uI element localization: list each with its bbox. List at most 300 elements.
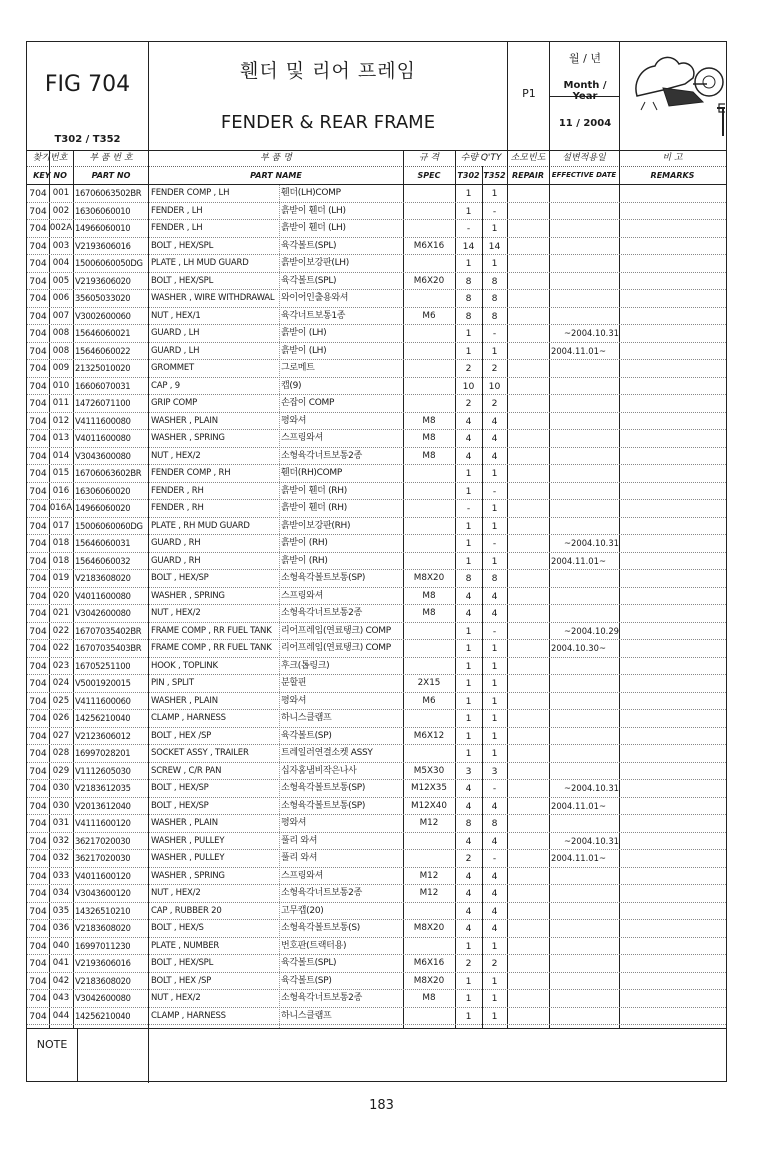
part-name-cell: FRAME COMP , RR FUEL TANK: [151, 625, 272, 636]
qty-t302-cell: 1: [465, 258, 472, 269]
effective-date-cell: [549, 308, 619, 325]
effective-date-cell: [549, 1008, 619, 1025]
spec-cell: [403, 395, 455, 412]
qty-t302-cell: 8: [465, 293, 472, 304]
spec-cell: [403, 360, 455, 377]
part-name-cell: BOLT , HEX/SPL: [151, 240, 214, 251]
spec-cell: M12: [419, 818, 439, 828]
table-row: [27, 763, 726, 781]
qty-t302-cell: 1: [465, 205, 472, 217]
part-name-korean-cell: 손잡이 COMP: [281, 398, 335, 408]
part-number-cell: V5001920015: [75, 678, 131, 688]
table-row: [27, 675, 726, 693]
key-fig-cell: 704: [29, 923, 47, 934]
qty-t302-cell: 8: [465, 573, 472, 584]
part-name-korean-cell: 풀리 와셔: [281, 853, 318, 863]
title-english: FENDER & REAR FRAME: [220, 112, 436, 133]
table-row: [27, 658, 726, 676]
key-fig-cell: 704: [29, 468, 47, 479]
colhead-name: PART NAME: [250, 171, 302, 180]
qty-t302-cell: 1: [465, 625, 472, 637]
table-row: [27, 308, 726, 326]
colhead-partno: PART NO: [91, 171, 131, 180]
qty-t302-cell: 1: [465, 555, 472, 567]
part-number-cell: 21325010020: [75, 363, 131, 373]
key-fig-cell: 704: [29, 835, 47, 847]
spec-cell: [403, 220, 455, 237]
key-no-cell: 010: [52, 380, 70, 391]
part-number-cell: 16707035402BR: [75, 625, 142, 636]
part-number-cell: 16997011230: [75, 940, 131, 951]
qty-t352-cell: -: [492, 625, 497, 637]
spec-cell: M8X20: [413, 975, 445, 986]
effective-date-cell: [549, 693, 619, 710]
part-name-korean-cell: 휀더(LH)COMP: [281, 188, 341, 198]
part-number-cell: V2193606016: [75, 240, 131, 251]
spec-cell: M6: [422, 695, 436, 706]
key-fig-cell: 704: [29, 940, 47, 952]
spec-cell: M12X35: [410, 783, 447, 793]
qty-t302-cell: 1: [465, 993, 472, 1004]
qty-t302-cell: 1: [465, 713, 472, 724]
spec-cell: [403, 378, 455, 395]
key-no-cell: 035: [52, 905, 70, 916]
part-name-korean-cell: 소형육각볼트보통(SP): [281, 783, 366, 793]
qty-t352-cell: 2: [491, 363, 498, 374]
part-name-cell: WASHER , PLAIN: [151, 818, 218, 828]
table-row: [27, 640, 726, 658]
qty-t302-cell: 2: [465, 958, 472, 969]
effective-date-cell: [549, 465, 619, 482]
qty-t352-cell: 4: [491, 590, 498, 602]
part-name-korean-cell: 흙받이 휀더 (LH): [281, 223, 346, 233]
key-no-cell: 022: [52, 643, 70, 653]
part-number-cell: 16706063602BR: [75, 468, 142, 478]
key-fig-cell: 704: [29, 573, 47, 584]
key-fig-cell: 704: [29, 590, 47, 602]
key-no-cell: 033: [52, 870, 70, 881]
part-number-cell: V4111600080: [75, 415, 131, 426]
table-row: [27, 955, 726, 973]
qty-t302-cell: 4: [465, 415, 472, 427]
table-row: [27, 588, 726, 606]
qty-t302-cell: 1: [465, 660, 472, 672]
qty-t302-cell: 4: [465, 905, 472, 917]
qty-t352-cell: 4: [491, 450, 498, 462]
key-fig-cell: 704: [29, 363, 47, 374]
part-name-cell: SCREW , C/R PAN: [151, 765, 222, 776]
part-name-korean-cell: 육각볼트(SP): [281, 730, 332, 741]
part-name-cell: NUT , HEX/2: [151, 888, 201, 898]
part-number-cell: 15646060022: [75, 345, 131, 356]
qty-t302-cell: 4: [465, 923, 472, 934]
qty-t352-cell: 4: [491, 905, 498, 917]
part-name-cell: WASHER , SPRING: [151, 870, 225, 881]
effective-date-cell: [549, 763, 619, 780]
effective-date-cell: [549, 658, 619, 675]
qty-t352-cell: 8: [491, 573, 498, 584]
part-name-cell: CAP , RUBBER 20: [151, 905, 222, 916]
effective-date-cell: [549, 430, 619, 447]
part-name-cell: PLATE , RH MUD GUARD: [151, 520, 250, 531]
qty-t302-cell: 8: [465, 310, 472, 322]
spec-cell: [403, 850, 455, 867]
table-row: [27, 448, 726, 466]
part-name-korean-cell: 흙받이 (LH): [281, 345, 327, 356]
key-no-cell: 002: [52, 205, 70, 216]
part-number-cell: V4011600080: [75, 590, 131, 601]
qty-t302-cell: 1: [465, 975, 472, 987]
qty-t352-cell: 1: [491, 188, 498, 199]
key-fig-cell: 704: [29, 555, 47, 567]
table-row: [27, 833, 726, 851]
key-no-cell: 019: [52, 573, 70, 583]
part-number-cell: 14966060020: [75, 503, 131, 513]
qty-t302-cell: 1: [465, 1010, 472, 1022]
table-row: [27, 395, 726, 413]
qty-t352-cell: 1: [491, 223, 498, 234]
part-number-cell: 14256210040: [75, 1010, 131, 1021]
part-name-cell: NUT , HEX/2: [151, 450, 201, 461]
key-fig-cell: 704: [29, 520, 47, 532]
spec-cell: [403, 553, 455, 570]
qty-t302-cell: 4: [465, 835, 472, 847]
key-no-cell: 030: [52, 783, 70, 793]
part-number-cell: 14726071100: [75, 398, 131, 408]
colhead-spec-kr: 규 격: [418, 153, 440, 163]
effective-date-cell: [549, 745, 619, 762]
effective-date-cell: [549, 273, 619, 290]
qty-t352-cell: 1: [491, 730, 498, 742]
table-row: [27, 850, 726, 868]
part-name-korean-cell: 리어프레임(연료탱크) COMP: [281, 643, 391, 653]
part-number-cell: V2193606016: [75, 958, 131, 968]
spec-cell: 2X15: [417, 678, 441, 688]
table-row: [27, 500, 726, 518]
part-name-cell: FRAME COMP , RR FUEL TANK: [151, 643, 272, 653]
part-number-cell: 14256210040: [75, 713, 131, 723]
part-name-cell: CLAMP , HARNESS: [151, 1010, 226, 1021]
parts-sheet: [26, 41, 727, 1082]
spec-cell: M8: [422, 415, 436, 426]
part-number-cell: 36217020030: [75, 853, 131, 863]
key-fig-cell: 704: [29, 398, 47, 409]
key-no-cell: 009: [52, 363, 70, 373]
part-number-cell: 16707035403BR: [75, 643, 142, 653]
spec-cell: [403, 483, 455, 500]
colhead-key: KEY NO: [33, 171, 67, 180]
part-number-cell: 14966060010: [75, 223, 131, 233]
part-name-korean-cell: 흙받이 (RH): [281, 555, 328, 566]
qty-t302-cell: -: [466, 223, 471, 234]
qty-t302-cell: 1: [465, 328, 472, 339]
key-no-cell: 031: [52, 818, 70, 828]
effective-date-cell: [549, 868, 619, 885]
spec-cell: [403, 640, 455, 657]
qty-t352-cell: 1: [491, 678, 498, 689]
table-row: [27, 185, 726, 203]
key-no-cell: 043: [52, 993, 70, 1003]
key-no-cell: 005: [52, 275, 70, 286]
part-name-korean-cell: 소형육각볼트보통(SP): [281, 573, 366, 583]
effective-date-cell: ~2004.10.29: [564, 625, 619, 636]
qty-t302-cell: 14: [462, 240, 475, 252]
effective-date-cell: [549, 203, 619, 220]
key-no-cell: 002A: [49, 223, 73, 233]
table-row: [27, 360, 726, 378]
part-name-cell: WASHER , SPRING: [151, 433, 225, 443]
key-fig-cell: 704: [29, 310, 47, 322]
key-fig-cell: 704: [29, 258, 47, 269]
figure-number: FIG 704: [44, 72, 131, 97]
title-korean: 휀더 및 리어 프레임: [240, 60, 416, 82]
part-name-korean-cell: 흙받이 휀더 (RH): [281, 485, 347, 496]
qty-t302-cell: 1: [465, 485, 472, 497]
key-no-cell: 015: [52, 468, 70, 478]
key-fig-cell: 704: [29, 678, 47, 689]
effective-date-cell: 2004.11.01~: [551, 345, 606, 356]
qty-t352-cell: 1: [491, 660, 498, 672]
key-fig-cell: 704: [29, 713, 47, 724]
qty-t302-cell: 4: [465, 800, 472, 812]
key-no-cell: 008: [52, 328, 70, 338]
key-no-cell: 003: [52, 240, 70, 251]
qty-t352-cell: 1: [491, 468, 498, 479]
effective-date-cell: [549, 815, 619, 832]
effective-date-cell: [549, 413, 619, 430]
colhead-spec: SPEC: [417, 171, 441, 180]
part-name-korean-cell: 육각볼트(SPL): [281, 240, 337, 251]
qty-t352-cell: 3: [491, 765, 498, 777]
table-row: [27, 255, 726, 273]
part-name-korean-cell: 리어프레임(연료탱크) COMP: [281, 625, 391, 636]
key-no-cell: 007: [52, 310, 70, 321]
qty-t352-cell: 1: [491, 258, 498, 269]
qty-t302-cell: 1: [465, 748, 472, 759]
part-name-cell: WASHER , PLAIN: [151, 415, 218, 426]
table-row: [27, 710, 726, 728]
spec-cell: [403, 185, 455, 202]
qty-t302-cell: 2: [465, 398, 472, 409]
key-no-cell: 042: [52, 975, 70, 986]
part-number-cell: V4011600080: [75, 433, 131, 443]
note-top-line: [27, 1028, 726, 1029]
part-name-korean-cell: 평와셔: [281, 818, 307, 828]
key-fig-cell: 704: [29, 748, 47, 759]
table-row: [27, 483, 726, 501]
effective-date-cell: ~2004.10.31: [564, 538, 619, 548]
qty-t352-cell: 4: [491, 800, 498, 812]
part-number-cell: V3043600080: [75, 450, 131, 461]
parts-table-body: [27, 185, 726, 1025]
qty-t352-cell: 1: [491, 643, 498, 654]
part-name-korean-cell: 소형육각너트보통2종: [281, 993, 362, 1003]
qty-t302-cell: 10: [462, 380, 475, 392]
table-row: [27, 273, 726, 291]
key-no-cell: 032: [52, 835, 70, 846]
part-number-cell: V2183608020: [75, 923, 131, 933]
part-number-cell: 16706063502BR: [75, 188, 142, 198]
qty-t302-cell: 4: [465, 870, 472, 882]
part-name-cell: GUARD , LH: [151, 345, 200, 356]
effective-date-cell: [549, 728, 619, 745]
table-row: [27, 290, 726, 308]
qty-t352-cell: 1: [491, 555, 498, 567]
part-name-korean-cell: 흙받이 (RH): [281, 538, 328, 548]
table-row: [27, 885, 726, 903]
part-name-cell: CAP , 9: [151, 380, 180, 391]
part-name-korean-cell: 번호판(트랙터용): [281, 940, 347, 951]
colhead-eff-kr: 설변적용일: [562, 153, 606, 163]
part-name-cell: WASHER , PLAIN: [151, 695, 218, 706]
qty-t352-cell: 4: [491, 433, 498, 444]
qty-t302-cell: 1: [465, 188, 472, 199]
part-name-korean-cell: 고무캡(20): [281, 905, 324, 916]
table-row: [27, 238, 726, 256]
part-number-cell: V2013612040: [75, 800, 131, 811]
part-name-korean-cell: 십자홈냄비작은나사: [281, 765, 357, 776]
key-no-cell: 024: [52, 678, 70, 688]
spec-cell: [403, 465, 455, 482]
effective-date-cell: [549, 570, 619, 587]
effective-date-cell: [549, 920, 619, 937]
qty-t302-cell: 1: [465, 345, 472, 357]
key-no-cell: 022: [52, 625, 70, 636]
key-fig-cell: 704: [29, 450, 47, 462]
part-number-cell: 15646060031: [75, 538, 131, 548]
part-name-cell: BOLT , HEX/S: [151, 923, 204, 933]
part-number-cell: 16606070031: [75, 380, 131, 391]
key-fig-cell: 704: [29, 643, 47, 654]
part-number-cell: V1112605030: [75, 765, 131, 776]
part-name-korean-cell: 육각볼트(SP): [281, 975, 332, 986]
spec-cell: M8X20: [413, 573, 445, 583]
key-fig-cell: 704: [29, 275, 47, 287]
key-fig-cell: 704: [29, 608, 47, 619]
colhead-qty-t352: T352: [483, 171, 506, 180]
part-name-korean-cell: 흙받이 (LH): [281, 328, 327, 338]
effective-date-cell: [549, 588, 619, 605]
qty-t352-cell: 8: [491, 275, 498, 287]
spec-cell: M12X40: [410, 800, 447, 811]
effective-date-cell: [549, 290, 619, 307]
key-no-cell: 041: [52, 958, 70, 968]
effective-date-cell: [549, 238, 619, 255]
part-number-cell: V4011600120: [75, 870, 131, 881]
effective-date-cell: [549, 448, 619, 465]
spec-cell: [403, 500, 455, 517]
key-fig-cell: 704: [29, 905, 47, 917]
qty-t352-cell: 2: [491, 398, 498, 409]
key-no-cell: 001: [52, 188, 70, 198]
qty-t352-cell: 4: [491, 415, 498, 427]
part-number-cell: 36217020030: [75, 835, 131, 846]
spec-cell: M8: [422, 993, 436, 1003]
key-no-cell: 030: [52, 800, 70, 811]
qty-t302-cell: 1: [465, 695, 472, 707]
part-number-cell: V2183608020: [75, 975, 131, 986]
table-row: [27, 903, 726, 921]
key-no-cell: 016A: [49, 503, 73, 513]
effective-date-cell: 2004.11.01~: [551, 853, 606, 863]
key-fig-cell: 704: [29, 993, 47, 1004]
key-no-cell: 021: [52, 608, 70, 618]
effective-date-cell: ~2004.10.31: [564, 835, 619, 846]
qty-t302-cell: -: [466, 503, 471, 514]
qty-t302-cell: 1: [465, 678, 472, 689]
qty-t352-cell: 4: [491, 835, 498, 847]
part-name-cell: NUT , HEX/2: [151, 993, 201, 1003]
key-no-cell: 023: [52, 660, 70, 671]
part-name-korean-cell: 하니스클램프: [281, 713, 332, 723]
qty-t352-cell: 1: [491, 748, 498, 759]
key-fig-cell: 704: [29, 485, 47, 497]
qty-t352-cell: 4: [491, 923, 498, 934]
part-name-korean-cell: 소형육각볼트보통(S): [281, 923, 360, 933]
qty-t302-cell: 4: [465, 608, 472, 619]
part-number-cell: V2123606012: [75, 730, 131, 741]
key-fig-cell: 704: [29, 293, 47, 304]
note-divider: [77, 1028, 78, 1081]
part-name-korean-cell: 육각볼트(SPL): [281, 275, 337, 286]
key-no-cell: 012: [52, 415, 70, 426]
part-name-cell: FENDER , RH: [151, 485, 204, 496]
part-name-cell: FENDER , LH: [151, 223, 203, 233]
part-name-cell: HOOK , TOPLINK: [151, 660, 218, 671]
table-row: [27, 343, 726, 361]
part-name-cell: WASHER , PULLEY: [151, 853, 225, 863]
part-name-korean-cell: 풀리 와셔: [281, 835, 318, 846]
part-name-korean-cell: 와이어인출용와셔: [281, 293, 349, 303]
colhead-remarks-kr: 비 고: [662, 153, 683, 163]
effective-date-cell: [549, 483, 619, 500]
month-year-value: 11 / 2004: [558, 118, 612, 129]
spec-cell: [403, 745, 455, 762]
part-name-cell: BOLT , HEX/SPL: [151, 275, 214, 286]
key-no-cell: 040: [52, 940, 70, 951]
part-number-cell: 15646060021: [75, 328, 131, 338]
spec-cell: [403, 203, 455, 220]
effective-date-cell: [549, 605, 619, 622]
qty-t302-cell: 1: [465, 643, 472, 654]
part-name-cell: SOCKET ASSY , TRAILER: [151, 748, 249, 758]
table-row: [27, 815, 726, 833]
key-fig-cell: 704: [29, 888, 47, 899]
part-name-korean-cell: 평와셔: [281, 415, 307, 426]
spec-cell: [403, 1008, 455, 1025]
part-name-korean-cell: 흙받이보강판(LH): [281, 258, 349, 268]
part-name-cell: WASHER , PULLEY: [151, 835, 225, 846]
part-name-korean-cell: 소형육각너트보통2종: [281, 888, 362, 898]
qty-t352-cell: 4: [491, 608, 498, 619]
effective-date-cell: [549, 378, 619, 395]
effective-date-cell: [549, 360, 619, 377]
part-name-korean-cell: 흙받이 휀더 (LH): [281, 205, 346, 216]
part-number-cell: V3043600120: [75, 888, 131, 898]
spec-cell: M6X12: [413, 730, 445, 741]
spec-cell: M12: [419, 888, 439, 898]
table-row: [27, 745, 726, 763]
qty-t352-cell: 1: [491, 520, 498, 532]
key-fig-cell: 704: [29, 188, 47, 199]
qty-t352-cell: 4: [491, 888, 498, 899]
qty-t352-cell: -: [492, 205, 497, 217]
qty-t352-cell: 8: [491, 310, 498, 322]
colhead-qty-kr: 수량 Q'TY: [460, 153, 502, 163]
key-no-cell: 027: [52, 730, 70, 741]
qty-t352-cell: -: [492, 538, 497, 549]
qty-t352-cell: 10: [488, 380, 501, 392]
